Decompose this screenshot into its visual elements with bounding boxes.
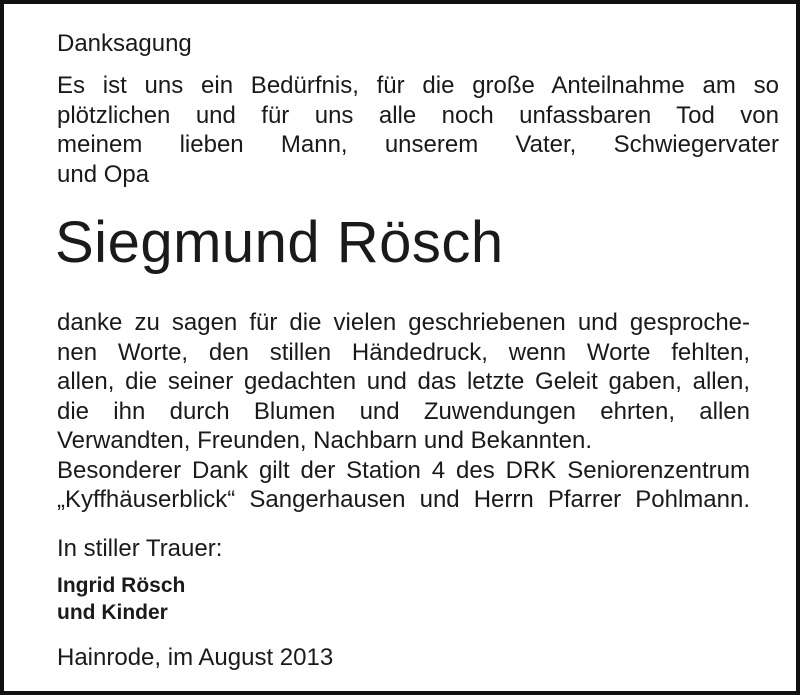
signer-name: und Kinder	[57, 601, 168, 624]
mourning-label: In stiller Trauer:	[57, 535, 223, 562]
place-and-date: Hainrode, im August 2013	[57, 644, 334, 671]
notice-heading: Danksagung	[57, 30, 192, 57]
intro-line: meinem lieben Mann, unserem Vater, Schwiegervater	[57, 131, 779, 158]
body-line: allen, die seiner gedachten und das letzte Geleit gaben, allen,	[57, 368, 750, 395]
intro-line: plötzlichen und für uns alle noch unfassbaren Tod von	[57, 101, 779, 129]
deceased-name: Siegmund Rösch	[55, 210, 504, 275]
body-line: „Kyffhäuserblick“ Sangerhausen und Herrn Pfarrer Pohlmann.	[57, 486, 750, 513]
body-line: danke zu sagen für die vielen geschriebenen und gesproche-	[57, 309, 750, 336]
signers	[57, 572, 185, 626]
intro-line: Es ist uns ein Bedürfnis, für die große Anteilnahme am so	[57, 72, 779, 99]
signer-name: Ingrid Rösch	[57, 574, 186, 597]
body-line: Verwandten, Freunden, Nachbarn und Bekannten.	[57, 427, 593, 454]
thanks-paragraph	[57, 308, 750, 515]
intro-paragraph	[57, 71, 779, 189]
body-line: Besonderer Dank gilt der Station 4 des DRK Seniorenzentrum	[57, 456, 750, 484]
body-line: nen Worte, den stillen Händedruck, wenn Worte fehlten,	[57, 338, 750, 366]
intro-line: und Opa	[57, 160, 150, 188]
body-line: die ihn durch Blumen und Zuwendungen ehrten, allen	[57, 397, 750, 425]
